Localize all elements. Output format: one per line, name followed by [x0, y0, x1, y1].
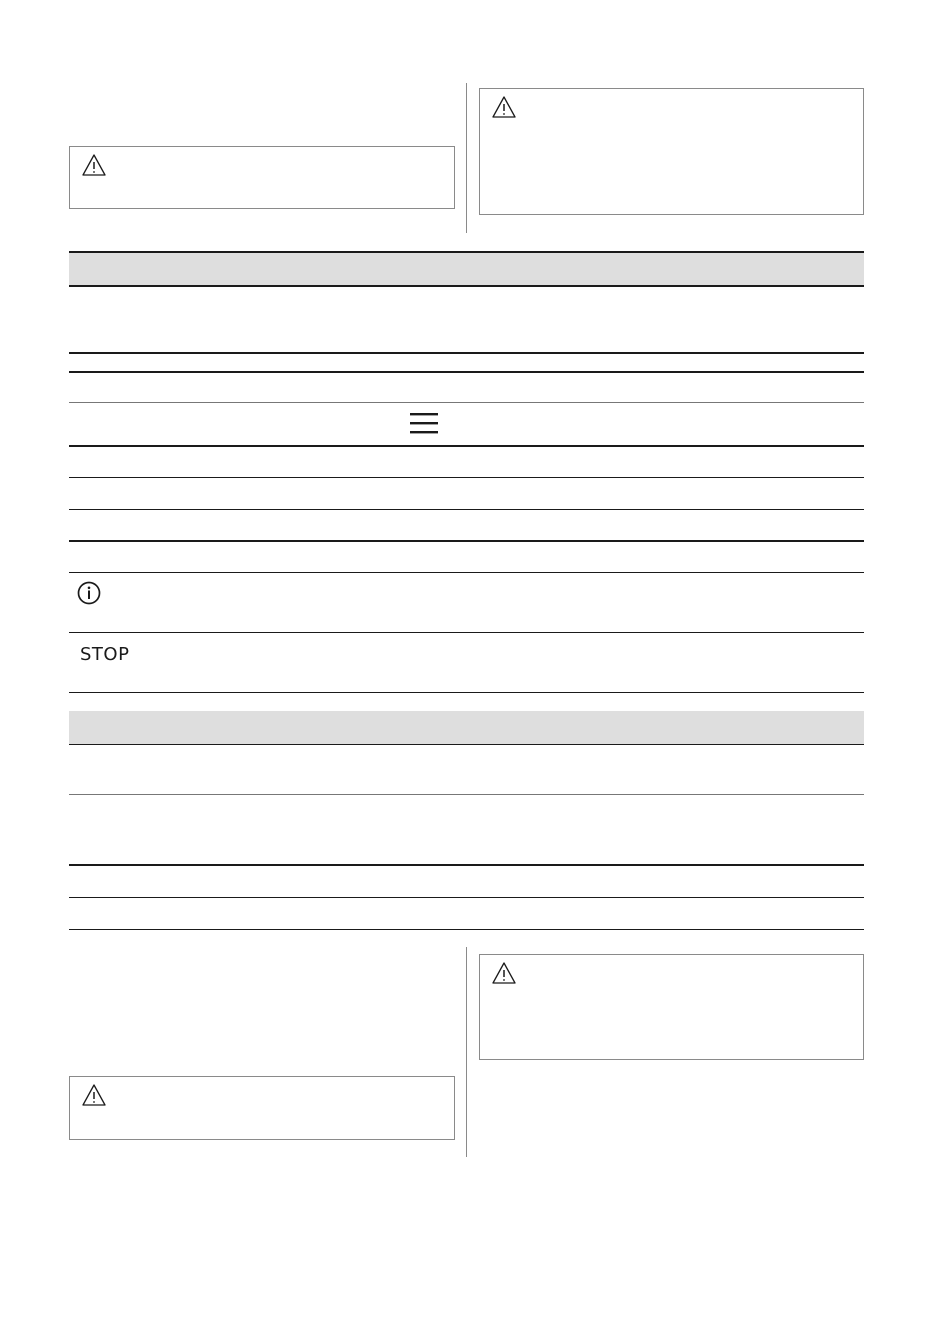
table1-row-rule [69, 632, 864, 633]
table1-row-rule [69, 509, 864, 510]
table1-bottom-rule [69, 692, 864, 693]
table1-header [69, 253, 864, 285]
menu-icon [410, 412, 438, 434]
table2-bottom-rule [69, 929, 864, 930]
warning-box-top-left [69, 146, 455, 209]
warning-box-bottom-left [69, 1076, 455, 1140]
table1-header-rule [69, 285, 864, 287]
column-divider-top [466, 83, 467, 233]
table2-header [69, 711, 864, 744]
column-divider-bottom [466, 947, 467, 1157]
table2-row-rule [69, 864, 864, 866]
table1-row-rule [69, 371, 864, 373]
warning-box-top-right [479, 88, 864, 215]
table1-row-rule [69, 540, 864, 542]
table1-row-rule [69, 402, 864, 403]
table1-row-rule [69, 477, 864, 478]
table2-header-rule [69, 744, 864, 745]
table1-row-rule [69, 572, 864, 573]
warning-box-bottom-right [479, 954, 864, 1060]
warning-triangle-icon [491, 95, 517, 119]
warning-triangle-icon [81, 1083, 107, 1107]
table1-row-rule [69, 445, 864, 447]
table2-row-rule [69, 897, 864, 898]
stop-label: STOP [80, 644, 130, 665]
table2-row-rule [69, 794, 864, 795]
table1-row-rule [69, 352, 864, 354]
warning-triangle-icon [491, 961, 517, 985]
warning-triangle-icon [81, 153, 107, 177]
info-circle-icon [76, 580, 102, 606]
